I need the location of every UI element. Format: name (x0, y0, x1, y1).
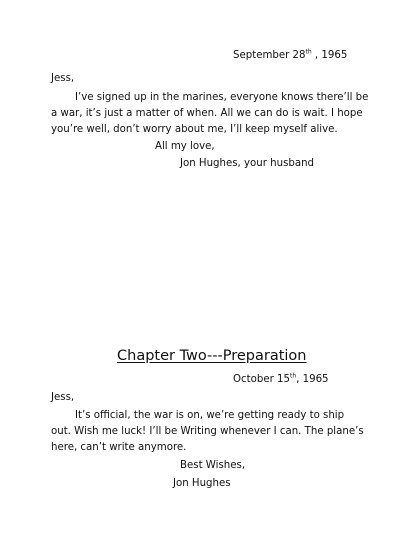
letter1-date-month-day: September 28 (233, 50, 306, 61)
letter1-date-suffix: th (305, 48, 312, 56)
letter1-date (233, 48, 347, 63)
letter1-signature: Jon Hughes, your husband (180, 158, 315, 169)
letter1-greeting: Jess, (51, 73, 75, 84)
letter2-closing: Best Wishes, (180, 460, 246, 471)
letter1-closing: All my love, (155, 141, 215, 152)
letter2-greeting: Jess, (51, 392, 75, 403)
letter2-signature: Jon Hughes (173, 478, 231, 489)
letter1-date-year: , 1965 (311, 50, 348, 61)
letter2-date-year: , 1965 (296, 374, 329, 385)
letter2-date-suffix: th (289, 372, 297, 380)
letter2-body: It’s official, the war is on, we’re getting ready to ship out. Wish me luck! I’ll be Writing whenever I can. The plane’s here, can’t write anymore. (51, 410, 364, 453)
chapter-heading: Chapter Two---Preparation (117, 348, 307, 364)
letter2-date (233, 372, 329, 387)
letter1-body: I’ve signed up in the marines, everyone knows there’ll be a war, it’s just a matter of when. All we can do is wait. I hope you’re well, don’t worry about me, I’ll keep myself alive. (51, 92, 369, 135)
letter2-date-month-day: October 15 (233, 374, 290, 385)
